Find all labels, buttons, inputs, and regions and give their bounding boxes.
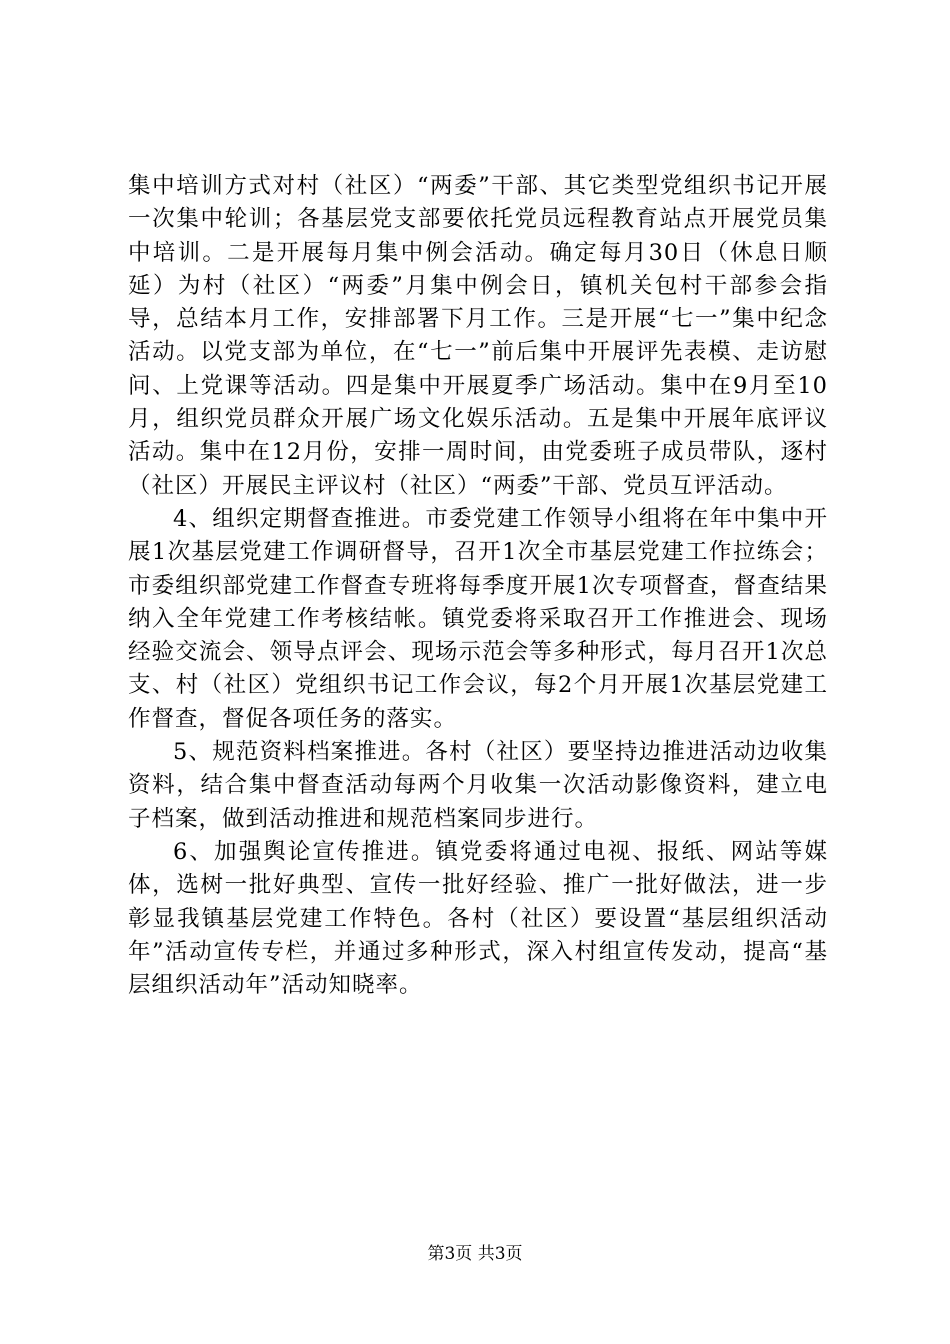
paragraph-1: 集中培训方式对村（社区）“两委”干部、其它类型党组织书记开展一次集中轮训；各基层党支部要依托党员远程教育站点开展党员集中培训。二是开展每月集中例会活动。确定每月30日（休息日顺延）为村（社区）“两委”月集中例会日，镇机关包村干部参会指导，总结本月工作，安排部署下月工作。三是开展“七一”集中纪念活动。以党支部为单位，在“七一”前后集中开展评先表模、走访慰问、上党课等活动。四是集中开展夏季广场活动。集中在9月至10月，组织党员群众开展广场文化娱乐活动。五是集中开展年底评议活动。集中在12月份，安排一周时间，由党委班子成员带队，逐村（社区）开展民主评议村（社区）“两委”干部、党员互评活动。 xyxy=(128,173,828,499)
paragraph-2: 4、组织定期督查推进。市委党建工作领导小组将在年中集中开展1次基层党建工作调研督导，召开1次全市基层党建工作拉练会；市委组织部党建工作督查专班将每季度开展1次专项督查，督查结果纳入全年党建工作考核结帐。镇党委将采取召开工作推进会、现场经验交流会、领导点评会、现场示范会等多种形式，每月召开1次总支、村（社区）党组织书记工作会议，每2个月开展1次基层党建工作督查，督促各项任务的落实。 xyxy=(128,505,828,732)
page-number-footer: 第3页 共3页 xyxy=(427,1244,523,1264)
paragraph-3: 5、规范资料档案推进。各村（社区）要坚持边推进活动边收集资料，结合集中督查活动每两个月收集一次活动影像资料，建立电子档案，做到活动推进和规范档案同步进行。 xyxy=(128,739,828,832)
paragraph-4: 6、加强舆论宣传推进。镇党委将通过电视、报纸、网站等媒体，选树一批好典型、宣传一批好经验、推广一批好做法，进一步彰显我镇基层党建工作特色。各村（社区）要设置“基层组织活动年”活动宣传专栏，并通过多种形式，深入村组宣传发动，提高“基层组织活动年”活动知晓率。 xyxy=(128,838,828,999)
document-body xyxy=(128,170,828,1002)
